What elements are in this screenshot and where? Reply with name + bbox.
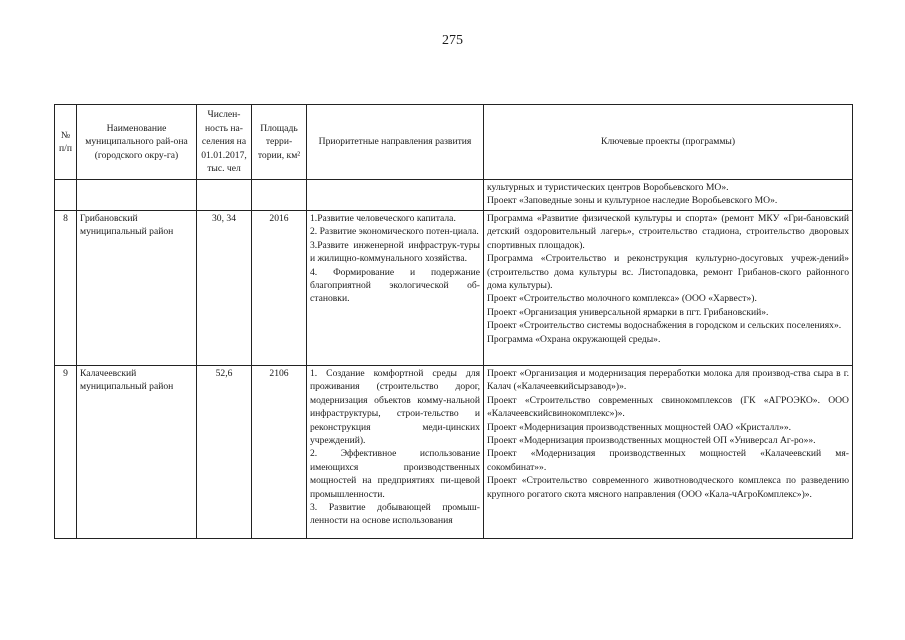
header-area: Площадь терри-тории, км² <box>252 105 307 180</box>
table-row-district-8 <box>55 211 853 366</box>
project-item: Программа «Строительство и реконструкция культурно-досуговых учреж-дений» (строительство дома культуры вс. Листопадовка, ремонт Грибанов-ского районного дома культуры). <box>487 253 849 292</box>
cell-pop <box>197 180 252 211</box>
header-num: № п/п <box>55 105 77 180</box>
cell-num: 9 <box>55 366 77 539</box>
cell-name: Калачеевский муниципальный район <box>77 366 197 539</box>
project-item: Программа «Охрана окружающей среды». <box>487 333 661 345</box>
project-item: Проект «Заповедные зоны и культурное наследие Воробьевского МО». <box>487 195 778 207</box>
header-district-name: Наименование муниципального рай-она (городского окру-га) <box>77 105 197 180</box>
cell-pop: 52,6 <box>197 366 252 539</box>
cell-projects <box>484 180 853 211</box>
project-item: Проект «Модернизация производственных мощностей ОАО «Кристалл»». <box>487 421 792 433</box>
direction-item: 3. Развитие добывающей промыш-ленности на основе использования <box>310 502 480 527</box>
project-item: Программа «Развитие физической культуры и спорта» (ремонт МКУ «Гри-бановский детский оздоровительный лагерь», строительство стадиона, строительство дворовых спортивных площадок). <box>487 213 849 251</box>
cell-area: 2016 <box>252 211 307 366</box>
direction-item: 3.Развите инженерной инфраструк-туры и жилищно-коммунального хозяйства. <box>310 239 480 265</box>
cell-area <box>252 180 307 211</box>
cell-area: 2106 <box>252 366 307 539</box>
project-item: Проект «Организация и модернизация переработки молока для производ-ства сыра в г. Калач («Калачеевкийсырзавод»)». <box>487 368 849 393</box>
project-item: Проект «Модернизация производственных мощностей «Калачеевский мя-сокомбинат»». <box>487 448 849 473</box>
cell-directions <box>307 211 484 366</box>
direction-item: 1.Развитие человеческого капитала. <box>310 213 456 224</box>
header-priority-directions: Приоритетные направления развития <box>307 105 484 180</box>
cell-num: 8 <box>55 211 77 366</box>
direction-item: 1. Создание комфортной среды для проживания (строительство дорог, модернизация объектов комму-нальной инфраструктуры, строи-тельство и реконструкция меди-цинских учреждений). <box>310 368 480 447</box>
header-population: Числен-ность на-селения на 01.01.2017, тыс. чел <box>197 105 252 180</box>
project-item: Проект «Строительство современного животноводческого комплекса по разведению крупного рогатого скота мясного направления (ООО «Кала-чАгроКомплекс»)». <box>487 475 849 500</box>
header-key-projects: Ключевые проекты (программы) <box>484 105 853 180</box>
cell-name: Грибановский муниципальный район <box>77 211 197 366</box>
cell-num <box>55 180 77 211</box>
project-item: культурных и туристических центров Воробьевского МО». <box>487 182 729 193</box>
table-row-district-9 <box>55 366 853 539</box>
header-row <box>55 105 853 180</box>
cell-projects <box>484 211 853 366</box>
direction-item: 4. Формирование и подержание благоприятной экологической об-становки. <box>310 266 480 305</box>
cell-directions <box>307 180 484 211</box>
municipal-projects-table <box>54 104 853 539</box>
cell-directions <box>307 366 484 539</box>
table-row-continued <box>55 180 853 211</box>
cell-projects <box>484 366 853 539</box>
direction-item: 2. Развитие экономического потен-циала. <box>310 226 479 238</box>
project-item: Проект «Строительство молочного комплекса» (ООО «Харвест»). <box>487 293 757 305</box>
project-item: Проект «Организация универсальной ярмарки в пгт. Грибановский». <box>487 306 769 318</box>
cell-name <box>77 180 197 211</box>
direction-item: 2. Эффективное использование имеющихся производственных мощностей на предприятиях пи-щевой промышленности. <box>310 448 480 500</box>
page-number: 275 <box>442 33 463 48</box>
project-item: Проект «Строительство системы водоснабжения в городском и сельских поселениях». <box>487 320 842 332</box>
project-item: Проект «Строительство современных свинокомплексов (ГК «АГРОЭКО». ООО «Калачеевскийсвинокомплекс»)». <box>487 394 849 420</box>
cell-pop: 30, 34 <box>197 211 252 366</box>
project-item: Проект «Модернизация производственных мощностей ОП «Универсал Аг-ро»». <box>487 435 816 447</box>
